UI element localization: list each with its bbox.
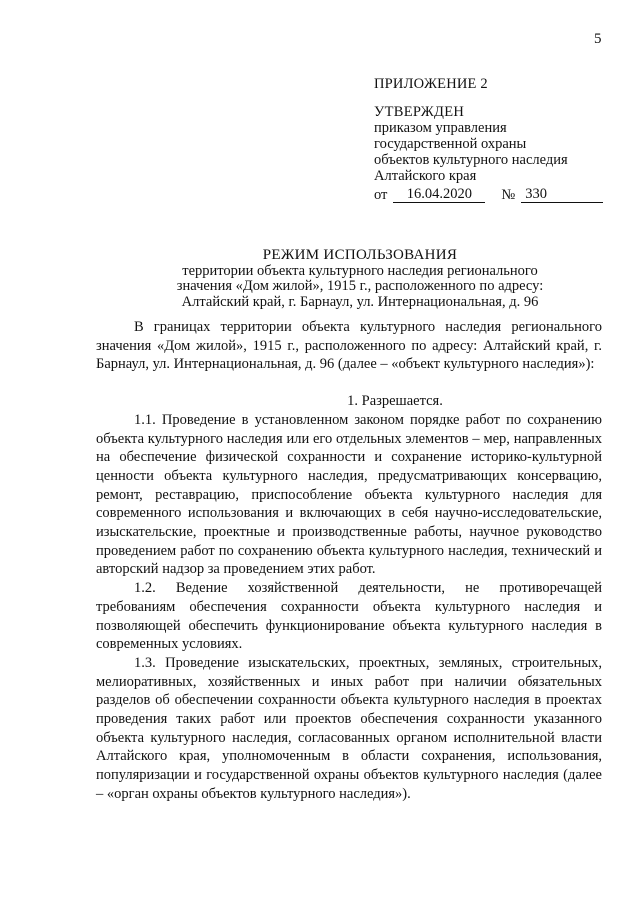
regime-title: РЕЖИМ ИСПОЛЬЗОВАНИЯ [262, 247, 458, 263]
approved-by-line: государственной охраны [374, 136, 527, 152]
clause-text: Ведение хозяйственной деятельности, не противоречащей требованиям обеспечения сохранности объекта культурного наследия и позволяющей обеспечить функционирование объекта культурного наследия в современных условиях. [96, 580, 602, 653]
clause-number: 1.1. [134, 411, 156, 428]
order-date: 16.04.2020 [393, 186, 485, 203]
appendix-block [374, 76, 614, 203]
approved-by-line: Алтайского края [374, 168, 477, 184]
regime-subtitle-line: значения «Дом жилой», 1915 г., расположенного по адресу: [176, 278, 544, 294]
document-body [96, 318, 602, 804]
page-number: 5 [594, 31, 602, 47]
approved-by-line: приказом управления [374, 120, 507, 136]
order-from-label: от [374, 187, 388, 203]
order-number-label: № [501, 187, 516, 203]
order-number: 330 [521, 186, 603, 203]
clause-number: 1.3. [134, 654, 156, 671]
regime-subtitle-line: Алтайский край, г. Барнаул, ул. Интернациональная, д. 96 [181, 293, 539, 310]
clause-1-2 [96, 579, 602, 654]
appendix-title: ПРИЛОЖЕНИЕ 2 [374, 76, 488, 92]
order-line [374, 186, 614, 203]
clause-1-1 [96, 411, 602, 579]
clause-1-3 [96, 654, 602, 804]
clause-text: Проведение изыскательских, проектных, земляных, строительных, мелиоративных, хозяйственных и иных работ при наличии обязательных разделов об обеспечении сохранности объекта культурного наследия в проектах проведения таких работ или проектов обеспечения сохранности указанного объекта культурного наследия, согласованных органом исполнительной власти Алтайского края, уполномоченным в области сохранения, использования, популяризации и государственной охраны объектов культурного наследия (далее – «орган охраны объектов культурного наследия»). [96, 654, 602, 802]
approved-label: УТВЕРЖДЕН [374, 104, 465, 120]
regime-heading [160, 248, 560, 310]
intro-paragraph: В границах территории объекта культурного наследия регионального значения «Дом жилой», 1915 г., расположенного по адресу: Алтайский край, г. Барнаул, ул. Интернациональная, д. 96 (далее – «объект культурного наследия»): [96, 319, 602, 373]
clause-text: Проведение в установленном законом порядке работ по сохранению объекта культурного наследия или его отдельных элементов – мер, направленных на обеспечение физической сохранности и сохранение историко-культурной ценности объекта культурного наследия, предусматривающих консервацию, ремонт, реставрацию, приспособление объекта культурного наследия для современного использования и включающих в себя научно-исследовательские, изыскательские, проектные и производственные работы, научное руководство проведением работ по сохранению объекта культурного наследия, технический и авторский надзор за проведением этих работ. [96, 411, 602, 578]
section-heading: 1. Разрешается. [347, 393, 443, 410]
regime-subtitle-line: территории объекта культурного наследия регионального [182, 262, 538, 279]
clause-number: 1.2. [134, 580, 156, 597]
approved-by-line: объектов культурного наследия [374, 152, 568, 168]
